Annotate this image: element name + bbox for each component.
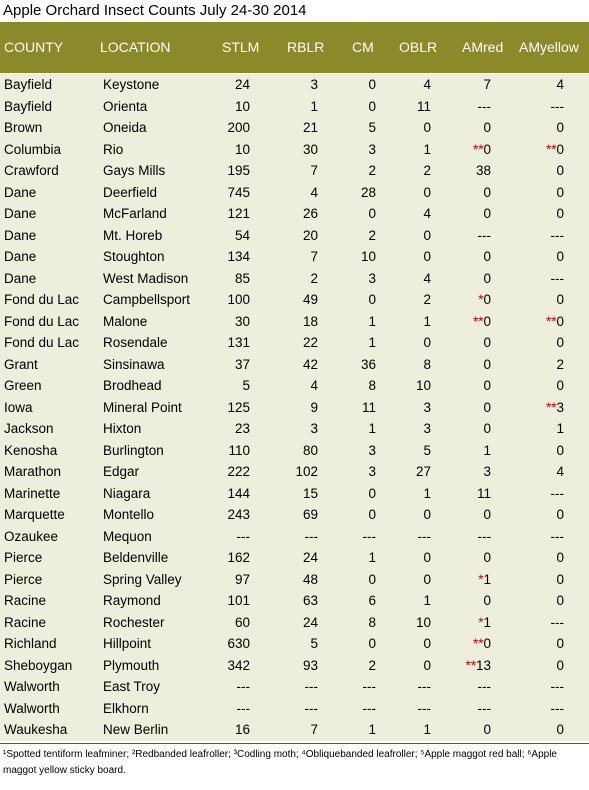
stlm-cell: 10 bbox=[234, 141, 250, 157]
county-cell: Brown bbox=[4, 120, 43, 135]
location-cell: Malone bbox=[103, 313, 148, 329]
location-cell: Mineral Point bbox=[103, 399, 182, 415]
location-cell: Raymond bbox=[103, 593, 161, 608]
table-row bbox=[0, 504, 589, 526]
amyellow-cell: --- bbox=[550, 679, 564, 694]
oblr-cell: 4 bbox=[423, 206, 431, 221]
amred-cell: 7 bbox=[483, 77, 491, 92]
rblr-cell: 7 bbox=[310, 722, 318, 737]
county-cell: Fond du Lac bbox=[4, 313, 80, 329]
cm-cell: 1 bbox=[368, 722, 376, 737]
amyellow-cell: 0 bbox=[556, 335, 564, 350]
cm-cell: --- bbox=[362, 700, 376, 716]
stlm-cell: 101 bbox=[227, 593, 250, 608]
rblr-cell: 63 bbox=[302, 593, 318, 608]
oblr-cell: 5 bbox=[423, 442, 431, 458]
oblr-cell: 0 bbox=[423, 636, 431, 651]
county-cell: Waukesha bbox=[4, 722, 68, 737]
stlm-cell: 16 bbox=[234, 722, 250, 737]
amred-cell: 0 bbox=[483, 356, 491, 372]
rblr-cell: --- bbox=[304, 700, 318, 716]
county-cell: Racine bbox=[4, 593, 47, 608]
amred-cell: --- bbox=[477, 679, 491, 694]
cm-cell: 8 bbox=[368, 614, 376, 630]
amred-cell: **13 bbox=[465, 657, 491, 673]
stlm-cell: 162 bbox=[227, 550, 250, 565]
amyellow-cell: --- bbox=[550, 270, 564, 286]
county-cell: Pierce bbox=[4, 550, 43, 565]
table-row bbox=[0, 547, 589, 569]
table-row bbox=[0, 182, 589, 204]
amyellow-cell: --- bbox=[550, 98, 564, 114]
amyellow-cell: 1 bbox=[556, 421, 564, 436]
amyellow-cell: 0 bbox=[556, 292, 564, 307]
amyellow-cell: **0 bbox=[545, 141, 564, 157]
cm-cell: 0 bbox=[368, 98, 376, 114]
oblr-cell: 2 bbox=[423, 163, 431, 178]
oblr-cell: 3 bbox=[423, 421, 431, 436]
rblr-cell: 18 bbox=[302, 313, 318, 329]
location-cell: Hixton bbox=[103, 421, 142, 436]
stlm-cell: 97 bbox=[234, 571, 250, 587]
county-cell: Jackson bbox=[4, 421, 54, 436]
cm-cell: 3 bbox=[368, 442, 376, 458]
column-header-location: LOCATION bbox=[100, 39, 171, 55]
amyellow-cell: 4 bbox=[556, 464, 564, 479]
amred-cell: --- bbox=[477, 227, 491, 243]
cm-cell: 2 bbox=[368, 227, 376, 243]
table-row bbox=[0, 655, 589, 677]
location-cell: Brodhead bbox=[103, 378, 162, 393]
cm-cell: 0 bbox=[368, 292, 376, 307]
rblr-cell: 48 bbox=[302, 571, 318, 587]
county-cell: Fond du Lac bbox=[4, 292, 80, 307]
amyellow-cell: --- bbox=[550, 700, 564, 716]
amred-cell: 38 bbox=[475, 163, 491, 178]
amred-cell: *1 bbox=[478, 614, 491, 630]
stlm-cell: 100 bbox=[227, 292, 250, 307]
oblr-cell: 0 bbox=[423, 120, 431, 135]
table-row bbox=[0, 676, 589, 698]
oblr-cell: 0 bbox=[423, 657, 431, 673]
stlm-cell: 222 bbox=[227, 464, 250, 479]
column-header-amred: AMred bbox=[462, 39, 504, 55]
cm-cell: 3 bbox=[368, 270, 376, 286]
rblr-cell: 80 bbox=[302, 442, 318, 458]
amyellow-cell: 0 bbox=[556, 636, 564, 651]
location-cell: Montello bbox=[103, 507, 155, 522]
county-cell: Sheboygan bbox=[4, 657, 73, 673]
amyellow-cell: --- bbox=[550, 227, 564, 243]
rblr-cell: 7 bbox=[310, 163, 318, 178]
amred-cell: 0 bbox=[483, 378, 491, 393]
amyellow-cell: 0 bbox=[556, 120, 564, 135]
column-header-rblr: RBLR bbox=[287, 39, 325, 55]
table-row bbox=[0, 590, 589, 612]
rblr-cell: 49 bbox=[302, 292, 318, 307]
county-cell: Dane bbox=[4, 227, 37, 243]
stlm-cell: 131 bbox=[227, 335, 250, 350]
oblr-cell: 3 bbox=[423, 399, 431, 415]
stlm-cell: --- bbox=[236, 528, 250, 544]
cm-cell: 11 bbox=[361, 399, 376, 415]
rblr-cell: 24 bbox=[302, 550, 318, 565]
table-row bbox=[0, 569, 589, 591]
oblr-cell: 27 bbox=[415, 464, 431, 479]
stlm-cell: 144 bbox=[227, 485, 250, 501]
table-row bbox=[0, 719, 589, 741]
table-row bbox=[0, 440, 589, 462]
amred-cell: 11 bbox=[476, 485, 491, 501]
oblr-cell: 0 bbox=[423, 227, 431, 243]
column-header-stlm: STLM bbox=[222, 39, 260, 55]
cm-cell: 5 bbox=[368, 120, 376, 135]
rblr-cell: 3 bbox=[310, 77, 318, 92]
table-row bbox=[0, 203, 589, 225]
stlm-cell: --- bbox=[236, 679, 250, 694]
amyellow-cell: 0 bbox=[556, 507, 564, 522]
amred-cell: *1 bbox=[478, 571, 491, 587]
stlm-cell: 37 bbox=[234, 356, 250, 372]
stlm-cell: 134 bbox=[227, 249, 250, 264]
location-cell: Rochester bbox=[103, 614, 165, 630]
county-cell: Dane bbox=[4, 184, 37, 200]
oblr-cell: 4 bbox=[423, 270, 431, 286]
footnote: ¹Spotted tentiform leafminer; ²Redbanded leafroller; ³Codling moth; ⁴Obliquebanded leafroller; ⁵Apple maggot red ball; ⁶Apple maggot yellow sticky board. bbox=[3, 749, 557, 776]
amred-cell: 3 bbox=[483, 464, 491, 479]
table-row bbox=[0, 698, 589, 720]
stlm-cell: 60 bbox=[234, 614, 250, 630]
rblr-cell: 1 bbox=[310, 98, 318, 114]
county-cell: Grant bbox=[4, 356, 38, 372]
oblr-cell: 11 bbox=[416, 98, 431, 114]
rblr-cell: 5 bbox=[310, 636, 318, 651]
table-row bbox=[0, 311, 589, 333]
table-row bbox=[0, 268, 589, 290]
cm-cell: 0 bbox=[368, 571, 376, 587]
rblr-cell: --- bbox=[304, 679, 318, 694]
cm-cell: 1 bbox=[368, 335, 376, 350]
rblr-cell: 9 bbox=[310, 399, 318, 415]
oblr-cell: --- bbox=[417, 700, 431, 716]
cm-cell: 1 bbox=[368, 313, 376, 329]
location-cell: Gays Mills bbox=[103, 163, 166, 178]
cm-cell: 2 bbox=[368, 657, 376, 673]
table-row bbox=[0, 117, 589, 139]
amyellow-cell: 0 bbox=[556, 184, 564, 200]
table-row bbox=[0, 461, 589, 483]
cm-cell: --- bbox=[362, 528, 376, 544]
rblr-cell: 15 bbox=[302, 485, 318, 501]
county-cell: Marathon bbox=[4, 464, 62, 479]
oblr-cell: 0 bbox=[423, 184, 431, 200]
amyellow-cell: **3 bbox=[545, 399, 564, 415]
county-cell: Bayfield bbox=[4, 98, 53, 114]
rblr-cell: 42 bbox=[302, 356, 318, 372]
rblr-cell: 2 bbox=[310, 270, 318, 286]
stlm-cell: 342 bbox=[227, 657, 250, 673]
county-cell: Dane bbox=[4, 270, 37, 286]
oblr-cell: --- bbox=[417, 528, 431, 544]
oblr-cell: 0 bbox=[423, 249, 431, 264]
table-row bbox=[0, 139, 589, 161]
cm-cell: 0 bbox=[368, 206, 376, 221]
amred-cell: 0 bbox=[483, 593, 491, 608]
page-title: Apple Orchard Insect Counts July 24-30 2014 bbox=[3, 2, 307, 19]
stlm-cell: --- bbox=[236, 700, 250, 716]
amred-cell: 0 bbox=[483, 120, 491, 135]
location-cell: New Berlin bbox=[103, 722, 169, 737]
cm-cell: 8 bbox=[368, 378, 376, 393]
table-row bbox=[0, 332, 589, 354]
rblr-cell: 24 bbox=[302, 614, 318, 630]
column-header-amyellow: AMyellow bbox=[519, 39, 579, 55]
location-cell: West Madison bbox=[103, 270, 189, 286]
county-cell: Columbia bbox=[4, 141, 62, 157]
county-cell: Marquette bbox=[4, 507, 65, 522]
amred-cell: 0 bbox=[483, 507, 491, 522]
county-cell: Crawford bbox=[4, 163, 59, 178]
oblr-cell: 1 bbox=[423, 722, 431, 737]
table-row bbox=[0, 74, 589, 96]
amyellow-cell: 0 bbox=[556, 722, 564, 737]
table-row bbox=[0, 354, 589, 376]
cm-cell: 0 bbox=[368, 77, 376, 92]
location-cell: Beldenville bbox=[103, 550, 169, 565]
amyellow-cell: --- bbox=[550, 614, 564, 630]
table-row bbox=[0, 246, 589, 268]
amred-cell: 0 bbox=[483, 722, 491, 737]
column-header-county: COUNTY bbox=[4, 39, 64, 55]
stlm-cell: 243 bbox=[227, 507, 250, 522]
table-row bbox=[0, 160, 589, 182]
stlm-cell: 121 bbox=[227, 206, 250, 221]
county-cell: Walworth bbox=[4, 700, 60, 716]
rblr-cell: 93 bbox=[302, 657, 318, 673]
oblr-cell: 8 bbox=[423, 356, 431, 372]
amyellow-cell: 0 bbox=[556, 206, 564, 221]
location-cell: East Troy bbox=[103, 679, 161, 694]
table-row bbox=[0, 225, 589, 247]
location-cell: Mt. Horeb bbox=[103, 227, 163, 243]
location-cell: Oneida bbox=[103, 120, 147, 135]
amred-cell: 0 bbox=[483, 184, 491, 200]
cm-cell: 2 bbox=[368, 163, 376, 178]
stlm-cell: 30 bbox=[234, 313, 250, 329]
stlm-cell: 195 bbox=[227, 163, 250, 178]
oblr-cell: 10 bbox=[415, 378, 431, 393]
table-row bbox=[0, 375, 589, 397]
stlm-cell: 125 bbox=[227, 399, 250, 415]
amyellow-cell: 0 bbox=[556, 249, 564, 264]
column-header-oblr: OBLR bbox=[399, 39, 438, 55]
cm-cell: --- bbox=[362, 679, 376, 694]
rblr-cell: 26 bbox=[302, 206, 318, 221]
table-row bbox=[0, 633, 589, 655]
county-cell: Pierce bbox=[4, 571, 43, 587]
county-cell: Ozaukee bbox=[4, 528, 59, 544]
cm-cell: 6 bbox=[368, 593, 376, 608]
amyellow-cell: 0 bbox=[556, 571, 564, 587]
cm-cell: 36 bbox=[360, 356, 376, 372]
oblr-cell: 0 bbox=[423, 335, 431, 350]
location-cell: McFarland bbox=[103, 206, 167, 221]
rblr-cell: 4 bbox=[310, 184, 318, 200]
oblr-cell: --- bbox=[417, 679, 431, 694]
stlm-cell: 110 bbox=[228, 442, 250, 458]
oblr-cell: 10 bbox=[415, 614, 431, 630]
location-cell: Keystone bbox=[103, 77, 160, 92]
location-cell: Niagara bbox=[103, 485, 151, 501]
stlm-cell: 630 bbox=[227, 636, 250, 651]
location-cell: Plymouth bbox=[103, 657, 160, 673]
cm-cell: 0 bbox=[368, 485, 376, 501]
amred-cell: **0 bbox=[472, 313, 491, 329]
amred-cell: **0 bbox=[472, 141, 491, 157]
table-row bbox=[0, 418, 589, 440]
amyellow-cell: 0 bbox=[556, 593, 564, 608]
county-cell: Kenosha bbox=[4, 442, 58, 458]
amyellow-cell: --- bbox=[550, 528, 564, 544]
county-cell: Marinette bbox=[4, 485, 61, 501]
location-cell: Mequon bbox=[103, 528, 152, 544]
cm-cell: 3 bbox=[368, 141, 376, 157]
amyellow-cell: 0 bbox=[556, 378, 564, 393]
amred-cell: **0 bbox=[472, 636, 491, 651]
table-row bbox=[0, 96, 589, 118]
amred-cell: 0 bbox=[483, 550, 491, 565]
amred-cell: 0 bbox=[483, 270, 491, 286]
rblr-cell: 30 bbox=[302, 141, 318, 157]
table-row bbox=[0, 289, 589, 311]
amyellow-cell: 4 bbox=[556, 77, 564, 92]
county-cell: Dane bbox=[4, 206, 37, 221]
table-row bbox=[0, 612, 589, 634]
rblr-cell: 20 bbox=[302, 227, 318, 243]
amred-cell: 0 bbox=[483, 335, 491, 350]
county-cell: Bayfield bbox=[4, 77, 53, 92]
cm-cell: 0 bbox=[368, 636, 376, 651]
stlm-cell: 23 bbox=[234, 421, 250, 436]
oblr-cell: 1 bbox=[423, 485, 431, 501]
amred-cell: --- bbox=[477, 700, 491, 716]
location-cell: Burlington bbox=[103, 442, 164, 458]
amred-cell: 0 bbox=[483, 399, 491, 415]
amred-cell: --- bbox=[477, 528, 491, 544]
location-cell: Elkhorn bbox=[103, 700, 149, 716]
amyellow-cell: 2 bbox=[556, 356, 564, 372]
cm-cell: 28 bbox=[360, 184, 376, 200]
cm-cell: 0 bbox=[368, 507, 376, 522]
location-cell: Campbellsport bbox=[103, 292, 191, 307]
amred-cell: 0 bbox=[483, 249, 491, 264]
amred-cell: --- bbox=[477, 98, 491, 114]
amyellow-cell: **0 bbox=[545, 313, 564, 329]
location-cell: Hillpoint bbox=[103, 636, 152, 651]
amred-cell: 0 bbox=[483, 421, 491, 436]
table-row bbox=[0, 526, 589, 548]
cm-cell: 10 bbox=[360, 249, 376, 264]
table-row bbox=[0, 397, 589, 419]
oblr-cell: 0 bbox=[423, 550, 431, 565]
oblr-cell: 0 bbox=[423, 507, 431, 522]
stlm-cell: 24 bbox=[234, 77, 250, 92]
rblr-cell: 22 bbox=[302, 335, 318, 350]
rblr-cell: 3 bbox=[310, 421, 318, 436]
column-header-cm: CM bbox=[352, 39, 374, 55]
amyellow-cell: --- bbox=[550, 485, 564, 501]
oblr-cell: 1 bbox=[423, 593, 431, 608]
county-cell: Richland bbox=[4, 636, 57, 651]
location-cell: Spring Valley bbox=[103, 571, 182, 587]
oblr-cell: 2 bbox=[423, 292, 431, 307]
rblr-cell: --- bbox=[304, 528, 318, 544]
cm-cell: 1 bbox=[368, 421, 376, 436]
amyellow-cell: 0 bbox=[556, 657, 564, 673]
location-cell: Rosendale bbox=[103, 335, 168, 350]
rblr-cell: 4 bbox=[310, 378, 318, 393]
amred-cell: *0 bbox=[478, 292, 491, 307]
amred-cell: 0 bbox=[483, 206, 491, 221]
stlm-cell: 10 bbox=[234, 98, 250, 114]
location-cell: Stoughton bbox=[103, 249, 165, 264]
rblr-cell: 102 bbox=[295, 464, 318, 479]
oblr-cell: 0 bbox=[423, 571, 431, 587]
footnote-divider bbox=[0, 743, 589, 744]
location-cell: Rio bbox=[103, 141, 124, 157]
cm-cell: 3 bbox=[368, 464, 376, 479]
stlm-cell: 54 bbox=[234, 227, 250, 243]
stlm-cell: 85 bbox=[234, 270, 250, 286]
table-header bbox=[0, 22, 589, 73]
rblr-cell: 69 bbox=[302, 507, 318, 522]
location-cell: Sinsinawa bbox=[103, 356, 165, 372]
amyellow-cell: 0 bbox=[556, 550, 564, 565]
oblr-cell: 1 bbox=[423, 313, 431, 329]
amred-cell: 1 bbox=[483, 442, 491, 458]
county-cell: Green bbox=[4, 378, 42, 393]
county-cell: Iowa bbox=[4, 399, 33, 415]
location-cell: Orienta bbox=[103, 98, 148, 114]
county-cell: Fond du Lac bbox=[4, 335, 80, 350]
rblr-cell: 21 bbox=[302, 120, 318, 135]
county-cell: Walworth bbox=[4, 679, 60, 694]
rblr-cell: 7 bbox=[310, 249, 318, 264]
stlm-cell: 745 bbox=[227, 184, 250, 200]
location-cell: Edgar bbox=[103, 464, 140, 479]
county-cell: Dane bbox=[4, 249, 37, 264]
oblr-cell: 4 bbox=[423, 77, 431, 92]
cm-cell: 1 bbox=[368, 550, 376, 565]
amyellow-cell: 0 bbox=[556, 163, 564, 178]
stlm-cell: 5 bbox=[242, 378, 250, 393]
table-row bbox=[0, 483, 589, 505]
stlm-cell: 200 bbox=[227, 120, 250, 135]
county-cell: Racine bbox=[4, 614, 47, 630]
amyellow-cell: 0 bbox=[556, 442, 564, 458]
oblr-cell: 1 bbox=[423, 141, 431, 157]
location-cell: Deerfield bbox=[103, 184, 158, 200]
